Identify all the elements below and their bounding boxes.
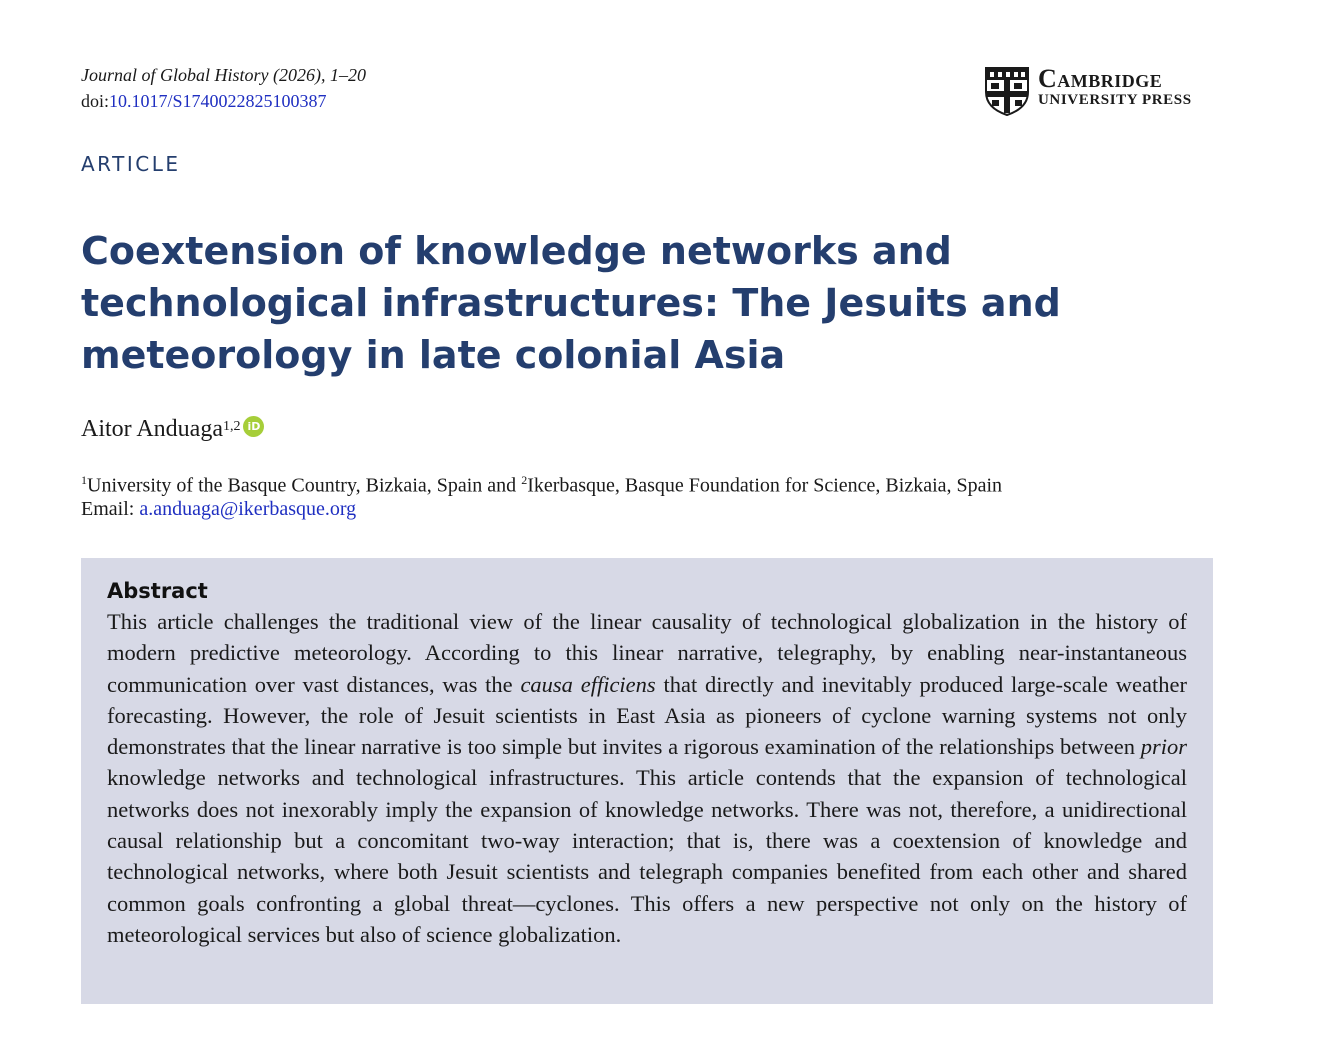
abstract-box [81,558,1213,1004]
publisher-logo [984,66,1216,118]
orcid-icon[interactable]: iD [243,416,264,437]
abstract-emphasis-2: prior [1140,734,1187,760]
journal-citation: Journal of Global History (2026), 1–20 [81,65,366,85]
author-name: Aitor Anduaga [81,416,223,442]
abstract-part-2: that directly and inevitably produced large-scale weather forecasting. However, the role of Jesuit scientists in East Asia as pioneers of cyclone warning systems not only demonstrates that the linear narrative is too simple but invites a rigorous examination of the relationships between [107,671,1187,760]
abstract-part-3: knowledge networks and technological infrastructures. This article contends that the expansion of technological networks does not inexorably imply the expansion of knowledge networks. There was not, therefore, a unidirectional causal relationship but a concomitant two-way interaction; that is, there was a coextension of knowledge and technological networks, where both Jesuit scientists and telegraph companies benefited from each other and shared common goals confronting a global threat—cyclones. This offers a new perspective not only on the history of meteorological services but also of science globalization. [107,765,1187,947]
affiliation-mark-2: 2 [521,473,528,487]
abstract-part-1: This article challenges the traditional view of the linear causality of technological globalization in the history of modern predictive meteorology. According to this linear narrative, telegraphy, by enabling near-instantaneous communication over vast distances, was the [107,609,1187,697]
affiliation-1: University of the Basque Country, Bizkaia, Spain and [87,474,522,497]
doi-line [81,88,366,114]
article-title: Coextension of knowledge networks and technological infrastructures: The Jesuits and meteorology in late colonial Asia [81,229,1061,377]
doi-link[interactable]: 10.1017/S1740022825100387 [109,91,327,111]
affiliation-2: Ikerbasque, Basque Foundation for Science, Bizkaia, Spain [527,474,1003,497]
abstract-heading: Abstract [107,579,208,603]
email-label: Email: [81,498,140,520]
abstract-text [107,606,1187,950]
doi-prefix: doi: [81,91,110,111]
publisher-wordmark [1038,66,1192,108]
abstract-emphasis-1: causa efficiens [520,671,656,697]
publisher-subname: UNIVERSITY PRESS [1038,92,1192,108]
article-type: ARTICLE [81,152,181,176]
journal-header [81,62,366,114]
email-line [81,495,356,523]
author-affiliation-marks: 1,2 [222,419,241,434]
cambridge-shield-icon [984,66,1030,116]
email-link[interactable]: a.anduaga@ikerbasque.org [139,498,357,520]
affiliation-mark-1: 1 [81,473,87,487]
publisher-name: Cambridge [1038,64,1163,93]
author-line [81,412,264,446]
